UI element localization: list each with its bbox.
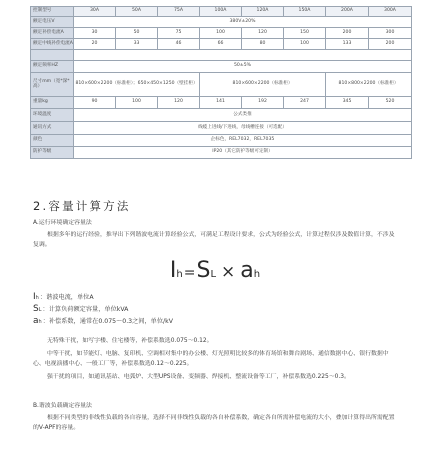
formula-rhs-sub: h <box>253 269 261 280</box>
table-cell: 46 <box>158 39 200 50</box>
capacity-formula <box>0 258 430 283</box>
subsection-a-title: A.运行环境确定容量法 <box>33 220 92 226</box>
table-cell: 133 <box>326 39 369 50</box>
table-row-weight <box>31 97 412 109</box>
table-row-dimensions <box>31 73 412 97</box>
table-cell: 线缆上进线/下进线，母线槽连接（可选配） <box>74 122 412 135</box>
table-cell: 企标色，REL7032，REL7035 <box>74 135 412 147</box>
table-cell: 75A <box>158 7 200 17</box>
legend-ih <box>33 292 94 302</box>
legend-subscript: h <box>38 319 42 325</box>
formula-lhs-sub: h <box>176 269 183 280</box>
table-cell <box>74 50 412 61</box>
formula-equals: = <box>183 265 196 281</box>
table-cell: 30A <box>74 7 116 17</box>
table-cell: 120 <box>158 97 200 109</box>
table-cell: 300A <box>369 7 412 17</box>
table-cell: 345 <box>326 97 369 109</box>
table-row-color <box>31 135 412 147</box>
table-cell: 90 <box>74 97 116 109</box>
table-cell: 公式类推 <box>74 109 412 122</box>
row-label: 环境温度 <box>31 109 74 122</box>
legend-symbol: I <box>33 292 36 302</box>
table-cell: 100A <box>200 7 242 17</box>
row-label: 控制型号 <box>31 7 74 17</box>
table-cell: 80 <box>242 39 284 50</box>
table-cell: 200 <box>326 28 369 39</box>
row-label: 颜色 <box>31 135 74 147</box>
table-row-model <box>31 7 412 17</box>
table-cell: IP20（其它防护等级可定制） <box>74 147 412 159</box>
row-label: 额定补偿电流A <box>31 28 74 39</box>
legend-ah <box>33 316 173 326</box>
table-cell: 300 <box>369 28 412 39</box>
table-cell: 100 <box>284 39 326 50</box>
formula-times: × <box>221 262 236 282</box>
table-cell: 75 <box>158 28 200 39</box>
row-label: 额定电压V <box>31 17 74 28</box>
table-cell: 200A <box>326 7 369 17</box>
table-row-environment <box>31 109 412 122</box>
section-title: 2.容量计算方法 <box>33 199 131 213</box>
table-cell: 192 <box>242 97 284 109</box>
interference-low: 无特殊干扰，如写字楼、住宅楼等，补偿系数选0.075～0.12。 <box>47 338 213 344</box>
table-cell: 150A <box>284 7 326 17</box>
row-label: 通讯方式 <box>31 122 74 135</box>
row-label: 额定中线补偿电流A <box>31 39 74 50</box>
legend-symbol: S <box>33 304 39 314</box>
table-row-communication <box>31 122 412 135</box>
formula-rhs: a <box>240 258 254 283</box>
table-cell: 50A <box>116 7 158 17</box>
interference-high: 强干扰的项目，如通讯基站、电弧炉、大型UPS设备、变频器、焊接机、整流设备等工厂，补偿系数选0.225～0.3。 <box>47 374 350 380</box>
legend-sl <box>33 304 128 314</box>
row-label: 防护等级 <box>31 147 74 159</box>
table-cell: 520 <box>369 97 412 109</box>
table-cell: 30 <box>74 28 116 39</box>
table-cell: 50 <box>116 28 158 39</box>
table-cell: 66 <box>200 39 242 50</box>
table-cell: 20 <box>74 39 116 50</box>
legend-text: ：计算负荷额定容量，单位kVA <box>42 306 129 313</box>
subsection-a-paragraph: 根据多年的运行经验，推导出下列谐波电流计算经验公式，可满足工程设计要求，公式为经验公式，计算过程仅涉及数值计算，不涉及复调。 <box>33 232 395 248</box>
table-cell: 810×600×2200（标准柜） <box>200 73 326 97</box>
interference-medium: 中等干扰，如节能灯、电脑、复印机、空调相对集中的办公楼、灯光照明比较多的体育场馆和舞台剧场、通信数据中心、银行数据中心、电视演播中心、一般工厂等，补偿系数选0.12～0.225。 <box>33 351 389 367</box>
legend-subscript: L <box>38 307 42 313</box>
formula-mid-sub: L <box>210 269 217 280</box>
table-cell: 100 <box>200 28 242 39</box>
table-cell: 120A <box>242 7 284 17</box>
row-label: 额定频率HZ <box>31 61 74 73</box>
legend-text: ：谐波电流，单位A <box>39 294 94 301</box>
formula-lhs: I <box>169 258 177 283</box>
table-cell: 247 <box>284 97 326 109</box>
table-cell: 33 <box>116 39 158 50</box>
legend-subscript: h <box>35 295 39 301</box>
table-cell: 810×600×2200（标准柜）；650×450×1250（壁挂柜） <box>74 73 200 97</box>
table-row-protection <box>31 147 412 159</box>
table-cell: 120 <box>242 28 284 39</box>
table-row-voltage <box>31 17 412 28</box>
table-cell: 141 <box>200 97 242 109</box>
table-row-frequency <box>31 61 412 73</box>
table-cell: 50±5% <box>74 61 412 73</box>
spec-table <box>30 6 412 159</box>
table-cell: 150 <box>284 28 326 39</box>
table-cell: 100 <box>116 97 158 109</box>
table-cell: 380V±20% <box>74 17 412 28</box>
table-row-blank <box>31 50 412 61</box>
row-label <box>31 50 74 61</box>
table-row-current <box>31 28 412 39</box>
subsection-b-paragraph: 根据不同类型的非线性负载的各自容量，选择不同非线性负载的各自补偿系数，确定各自所需补偿电流的大小，叠加计算得出所需配置的V-APF的容量。 <box>33 415 395 431</box>
row-label: 重量kg <box>31 97 74 109</box>
table-cell: 810×800×2200（标准柜） <box>326 73 412 97</box>
table-row-neutral-current <box>31 39 412 50</box>
table-cell: 200 <box>369 39 412 50</box>
legend-symbol: a <box>33 316 39 326</box>
row-label: 尺寸mm（宽*深*高） <box>31 73 74 97</box>
subsection-b-title: B.谐波负载确定容量法 <box>33 403 92 409</box>
legend-text: ：补偿系数，通常在0.075～0.3之间，单位/kV <box>42 318 173 325</box>
formula-mid: S <box>196 258 211 283</box>
